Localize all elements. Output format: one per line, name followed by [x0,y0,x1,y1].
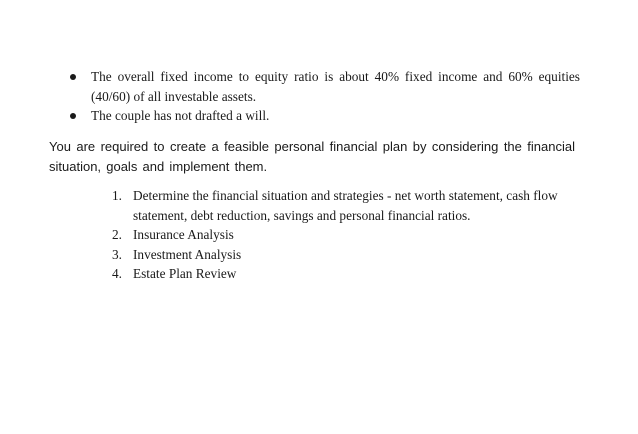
instruction-paragraph: You are required to create a feasible personal financial plan by considering the financial situation, goals and implement them. [49,139,575,174]
item-number: 1. [112,188,122,203]
item-text: Investment Analysis [133,246,242,262]
bullet-dot-icon [70,113,76,119]
bullet-text: The couple has not drafted a will. [91,108,270,123]
numbered-item [112,225,562,245]
numbered-list [112,186,562,284]
bullet-item [64,67,580,106]
item-text: Insurance Analysis [133,227,234,242]
item-text: Determine the financial situation and strategies - net worth statement, cash flow statement, debt reduction, savings and personal financial ratios. [133,188,558,223]
bullet-dot-icon [70,74,76,80]
numbered-item [112,264,562,284]
numbered-item [112,186,562,225]
bullet-item [64,106,580,126]
bullet-text: The overall fixed income to equity ratio is about 40% fixed income and 60% equities (40/60) of all investable assets. [91,69,580,104]
item-number: 3. [112,246,122,262]
bullet-list [64,67,580,126]
item-number: 2. [112,227,122,242]
item-number: 4. [112,266,122,281]
item-text: Estate Plan Review [133,266,237,281]
numbered-item [112,245,562,265]
